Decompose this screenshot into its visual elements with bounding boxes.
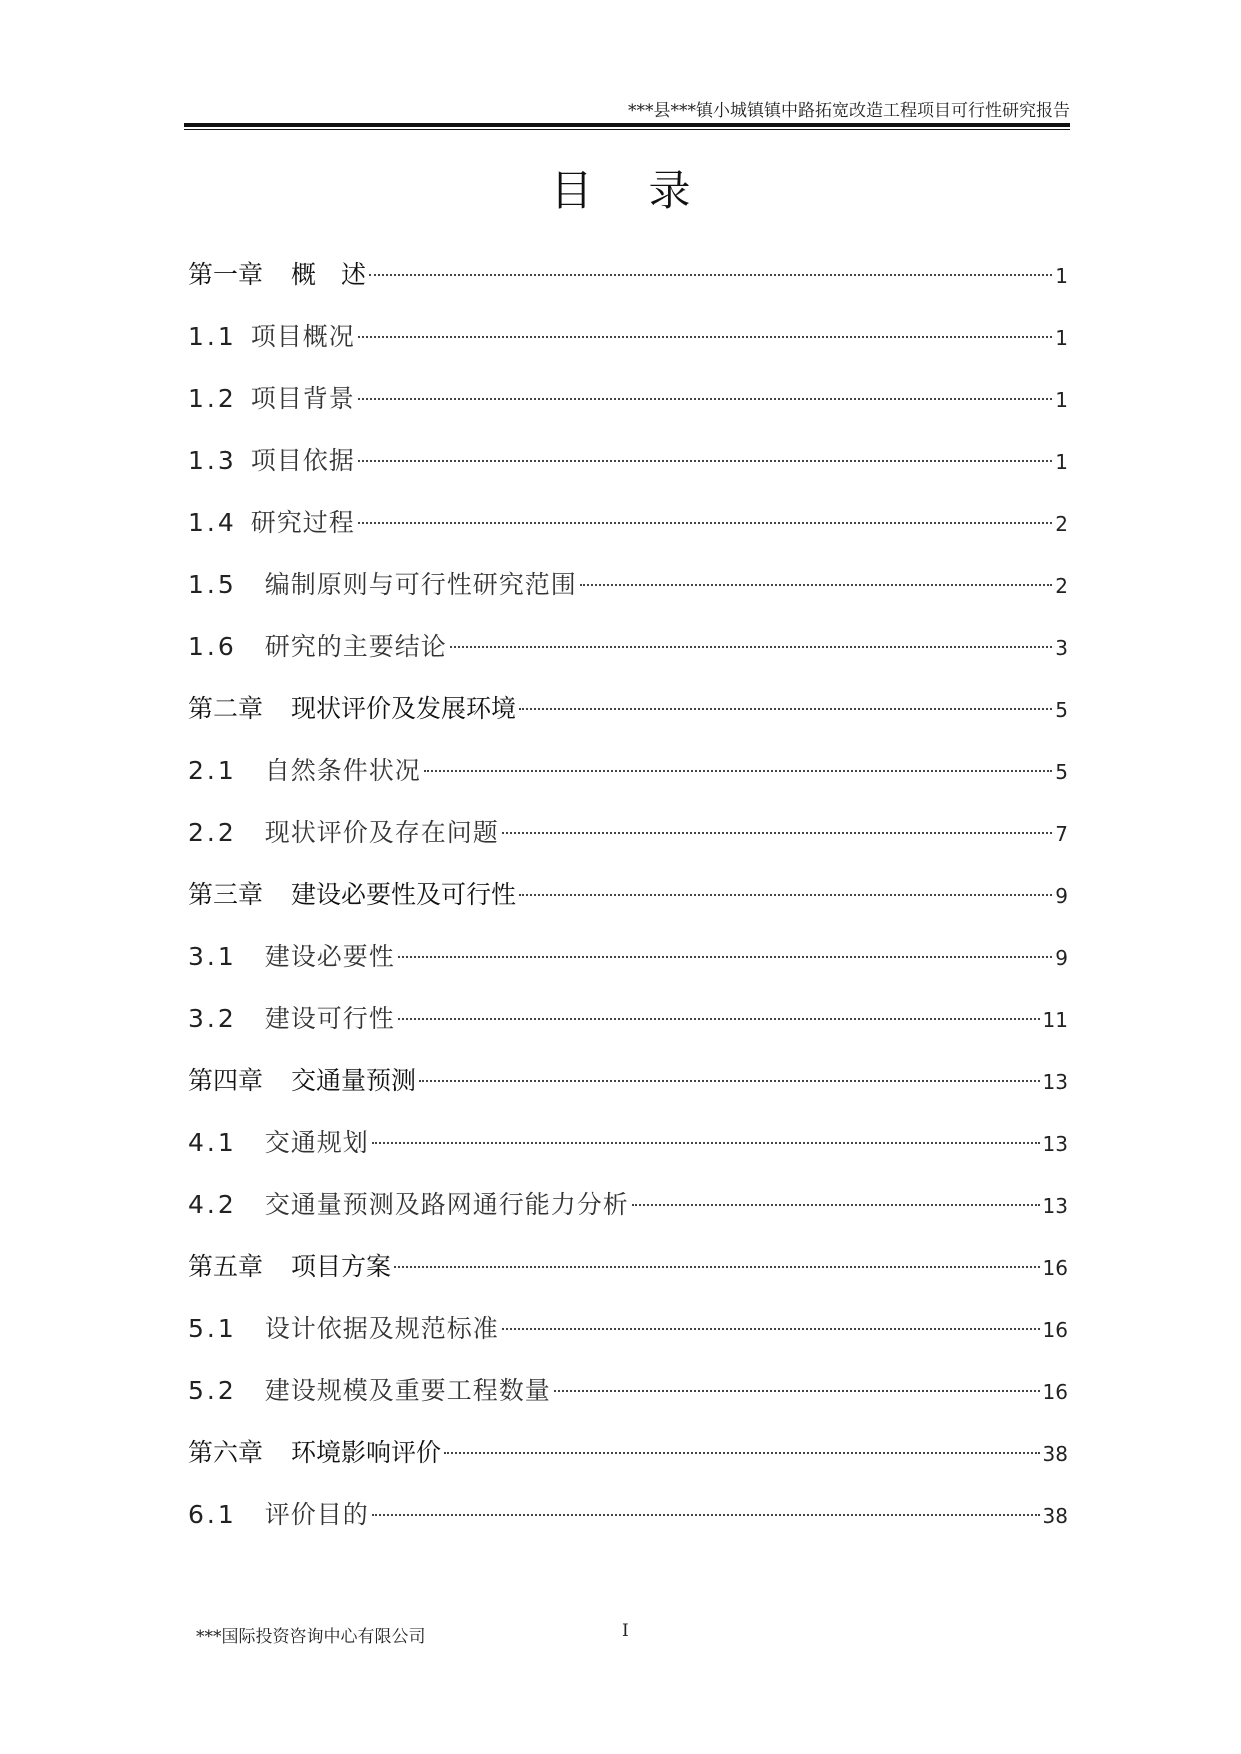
toc-entry-number: 第一章 — [188, 260, 264, 289]
toc-section-entry[interactable] — [188, 317, 1068, 379]
toc-entry-number: 1.4 — [188, 508, 237, 537]
toc-entry-number: 1.6 — [188, 632, 237, 661]
toc-dot-leader — [358, 398, 1052, 400]
toc-entry-title: 设计依据及规范标准 — [264, 1314, 499, 1343]
toc-chapter-entry[interactable] — [188, 1433, 1068, 1495]
toc-dot-leader — [358, 460, 1052, 462]
toc-dot-leader — [358, 336, 1052, 338]
footer-company: ***国际投资咨询中心有限公司 — [196, 1627, 426, 1647]
toc-dot-leader — [519, 894, 1052, 896]
toc-entry-title: 编制原则与可行性研究范围 — [264, 570, 577, 599]
toc-chapter-entry[interactable] — [188, 1247, 1068, 1309]
toc-section-entry[interactable] — [188, 441, 1068, 503]
toc-dot-leader — [502, 832, 1052, 834]
toc-section-entry[interactable] — [188, 1185, 1068, 1247]
toc-dot-leader — [502, 1328, 1040, 1330]
toc-entry-title: 建设可行性 — [264, 1004, 395, 1033]
toc-entry-title: 现状评价及存在问题 — [264, 818, 499, 847]
toc-entry-number: 5.1 — [188, 1314, 237, 1343]
toc-section-entry[interactable] — [188, 1495, 1068, 1557]
toc-chapter-entry[interactable] — [188, 1061, 1068, 1123]
toc-entry-title: 项目依据 — [250, 446, 355, 475]
toc-entry-number: 第四章 — [188, 1066, 264, 1095]
toc-dot-leader — [358, 522, 1052, 524]
running-header: ***县***镇小城镇镇中路拓宽改造工程项目可行性研究报告 — [628, 101, 1070, 121]
toc-dot-leader — [554, 1390, 1040, 1392]
toc-section-entry[interactable] — [188, 1371, 1068, 1433]
toc-dot-leader — [444, 1452, 1040, 1454]
toc-entry-number: 第六章 — [188, 1438, 264, 1467]
header-rule-thick — [184, 123, 1070, 127]
toc-entry-page: 2 — [1055, 574, 1068, 598]
toc-dot-leader — [419, 1080, 1040, 1082]
toc-entry-page: 7 — [1055, 822, 1068, 846]
toc-dot-leader — [394, 1266, 1040, 1268]
toc-entry-title: 环境影响评价 — [291, 1438, 442, 1467]
toc-entry-page: 5 — [1055, 760, 1068, 784]
toc-entry-page: 13 — [1042, 1132, 1068, 1156]
toc-entry-number: 1.2 — [188, 384, 237, 413]
toc-dot-leader — [424, 770, 1052, 772]
toc-section-entry[interactable] — [188, 751, 1068, 813]
toc-entry-page: 16 — [1042, 1256, 1068, 1280]
toc-dot-leader — [398, 1018, 1040, 1020]
toc-dot-leader — [372, 1142, 1040, 1144]
toc-entry-title: 研究的主要结论 — [264, 632, 447, 661]
toc-entry-title: 项目概况 — [250, 322, 355, 351]
header-rule-thin — [184, 129, 1070, 130]
toc-entry-number: 1.5 — [188, 570, 237, 599]
toc-entry-page: 11 — [1042, 1008, 1068, 1032]
toc-entry-number: 4.2 — [188, 1190, 237, 1219]
toc-chapter-entry[interactable] — [188, 255, 1068, 317]
toc-entry-title: 概 述 — [291, 260, 367, 289]
toc-entry-title: 建设必要性 — [264, 942, 395, 971]
toc-entry-title: 项目背景 — [250, 384, 355, 413]
toc-entry-page: 3 — [1055, 636, 1068, 660]
table-of-contents — [188, 255, 1068, 1557]
toc-entry-title: 项目方案 — [291, 1252, 392, 1281]
footer-page-number: I — [622, 1621, 629, 1641]
toc-entry-page: 38 — [1042, 1504, 1068, 1528]
toc-entry-number: 2.2 — [188, 818, 237, 847]
toc-entry-title: 研究过程 — [250, 508, 355, 537]
toc-entry-title: 建设规模及重要工程数量 — [264, 1376, 551, 1405]
toc-dot-leader — [372, 1514, 1040, 1516]
toc-dot-leader — [398, 956, 1052, 958]
toc-entry-page: 13 — [1042, 1194, 1068, 1218]
toc-chapter-entry[interactable] — [188, 689, 1068, 751]
toc-entry-page: 1 — [1055, 326, 1068, 350]
toc-entry-page: 1 — [1055, 264, 1068, 288]
toc-section-entry[interactable] — [188, 379, 1068, 441]
toc-entry-number: 2.1 — [188, 756, 237, 785]
toc-entry-page: 13 — [1042, 1070, 1068, 1094]
toc-dot-leader — [580, 584, 1052, 586]
toc-entry-page: 16 — [1042, 1380, 1068, 1404]
toc-dot-leader — [369, 274, 1052, 276]
toc-chapter-entry[interactable] — [188, 875, 1068, 937]
toc-entry-page: 2 — [1055, 512, 1068, 536]
toc-entry-title: 评价目的 — [264, 1500, 369, 1529]
toc-entry-title: 自然条件状况 — [264, 756, 421, 785]
toc-entry-title: 交通规划 — [264, 1128, 369, 1157]
toc-entry-title: 交通量预测 — [291, 1066, 417, 1095]
toc-section-entry[interactable] — [188, 1309, 1068, 1371]
toc-entry-number: 4.1 — [188, 1128, 237, 1157]
toc-entry-page: 9 — [1055, 884, 1068, 908]
toc-entry-number: 第五章 — [188, 1252, 264, 1281]
toc-section-entry[interactable] — [188, 503, 1068, 565]
toc-entry-page: 38 — [1042, 1442, 1068, 1466]
toc-entry-number: 第三章 — [188, 880, 264, 909]
toc-section-entry[interactable] — [188, 813, 1068, 875]
toc-dot-leader — [450, 646, 1052, 648]
toc-dot-leader — [519, 708, 1052, 710]
toc-entry-number: 6.1 — [188, 1500, 237, 1529]
toc-entry-page: 16 — [1042, 1318, 1068, 1342]
toc-entry-number: 3.1 — [188, 942, 237, 971]
toc-entry-number: 1.1 — [188, 322, 237, 351]
toc-entry-page: 1 — [1055, 450, 1068, 474]
toc-entry-title: 现状评价及发展环境 — [291, 694, 517, 723]
toc-section-entry[interactable] — [188, 627, 1068, 689]
toc-section-entry[interactable] — [188, 999, 1068, 1061]
toc-section-entry[interactable] — [188, 1123, 1068, 1185]
toc-entry-page: 1 — [1055, 388, 1068, 412]
toc-entry-number: 第二章 — [188, 694, 264, 723]
toc-entry-number: 3.2 — [188, 1004, 237, 1033]
toc-entry-title: 交通量预测及路网通行能力分析 — [264, 1190, 629, 1219]
toc-entry-page: 9 — [1055, 946, 1068, 970]
toc-section-entry[interactable] — [188, 937, 1068, 999]
toc-dot-leader — [632, 1204, 1040, 1206]
toc-entry-title: 建设必要性及可行性 — [291, 880, 517, 909]
toc-title: 目录 — [550, 166, 747, 215]
toc-section-entry[interactable] — [188, 565, 1068, 627]
toc-entry-page: 5 — [1055, 698, 1068, 722]
toc-entry-number: 5.2 — [188, 1376, 237, 1405]
toc-entry-number: 1.3 — [188, 446, 237, 475]
